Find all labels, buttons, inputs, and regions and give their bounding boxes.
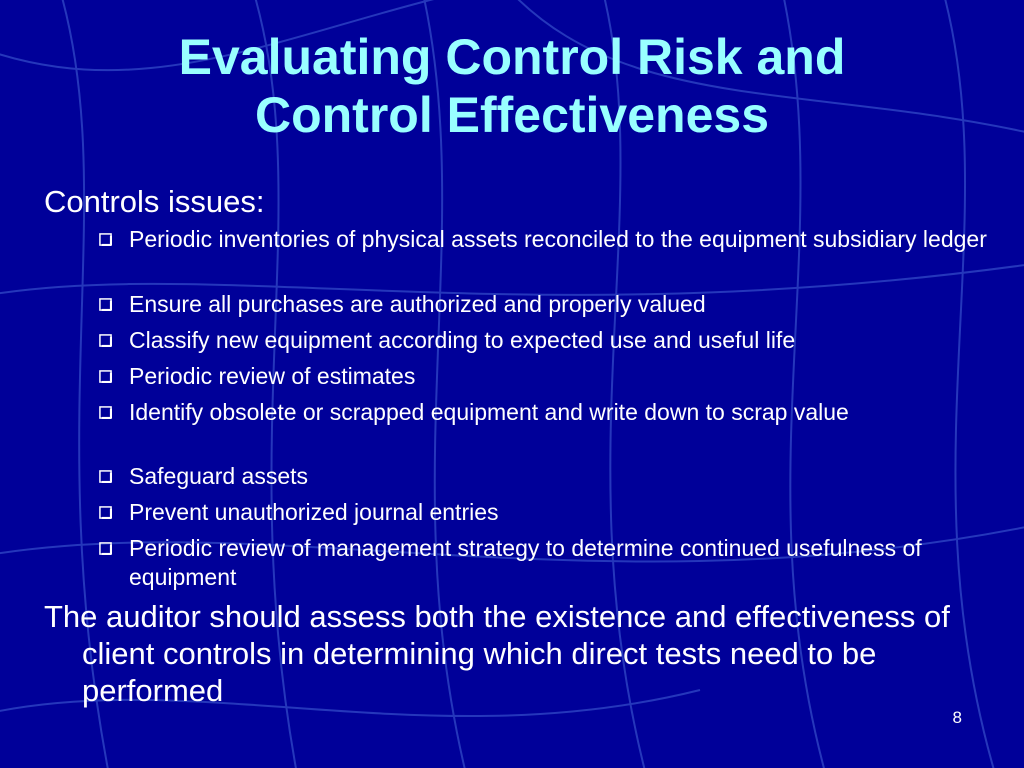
list-item xyxy=(99,398,999,427)
list-item xyxy=(99,290,999,319)
list-item-text: Identify obsolete or scrapped equipment and write down to scrap value xyxy=(129,399,849,425)
list-item-text: Ensure all purchases are authorized and properly valued xyxy=(129,291,706,317)
checkbox-bullet-icon xyxy=(99,334,112,347)
checkbox-bullet-icon xyxy=(99,506,112,519)
checkbox-bullet-icon xyxy=(99,233,112,246)
slide-title-line-2: Control Effectiveness xyxy=(254,87,769,143)
list-item xyxy=(99,498,999,527)
checkbox-bullet-icon xyxy=(99,470,112,483)
list-item-text: Periodic inventories of physical assets reconciled to the equipment subsidiary ledger xyxy=(129,226,987,252)
list-item xyxy=(99,534,999,592)
checkbox-bullet-icon xyxy=(99,542,112,555)
list-item xyxy=(99,462,999,491)
list-item xyxy=(99,362,999,391)
controls-issues-heading: Controls issues: xyxy=(44,184,265,219)
conclusion-paragraph: The auditor should assess both the existence and effectiveness of client controls in determining which direct tests need to be performed xyxy=(44,599,950,708)
checkbox-bullet-icon xyxy=(99,298,112,311)
checkbox-bullet-icon xyxy=(99,370,112,383)
list-item-text: Prevent unauthorized journal entries xyxy=(129,499,499,525)
slide-number: 8 xyxy=(952,708,962,727)
list-item-text: Safeguard assets xyxy=(129,463,309,489)
checkbox-bullet-icon xyxy=(99,406,112,419)
list-item xyxy=(99,225,999,254)
list-item-text: Periodic review of management strategy to determine continued usefulness of equipment xyxy=(129,535,922,590)
slide-title-line-1: Evaluating Control Risk and xyxy=(178,29,846,85)
list-item-text: Periodic review of estimates xyxy=(129,363,416,389)
list-item xyxy=(99,326,999,355)
list-item-text: Classify new equipment according to expected use and useful life xyxy=(129,327,796,353)
